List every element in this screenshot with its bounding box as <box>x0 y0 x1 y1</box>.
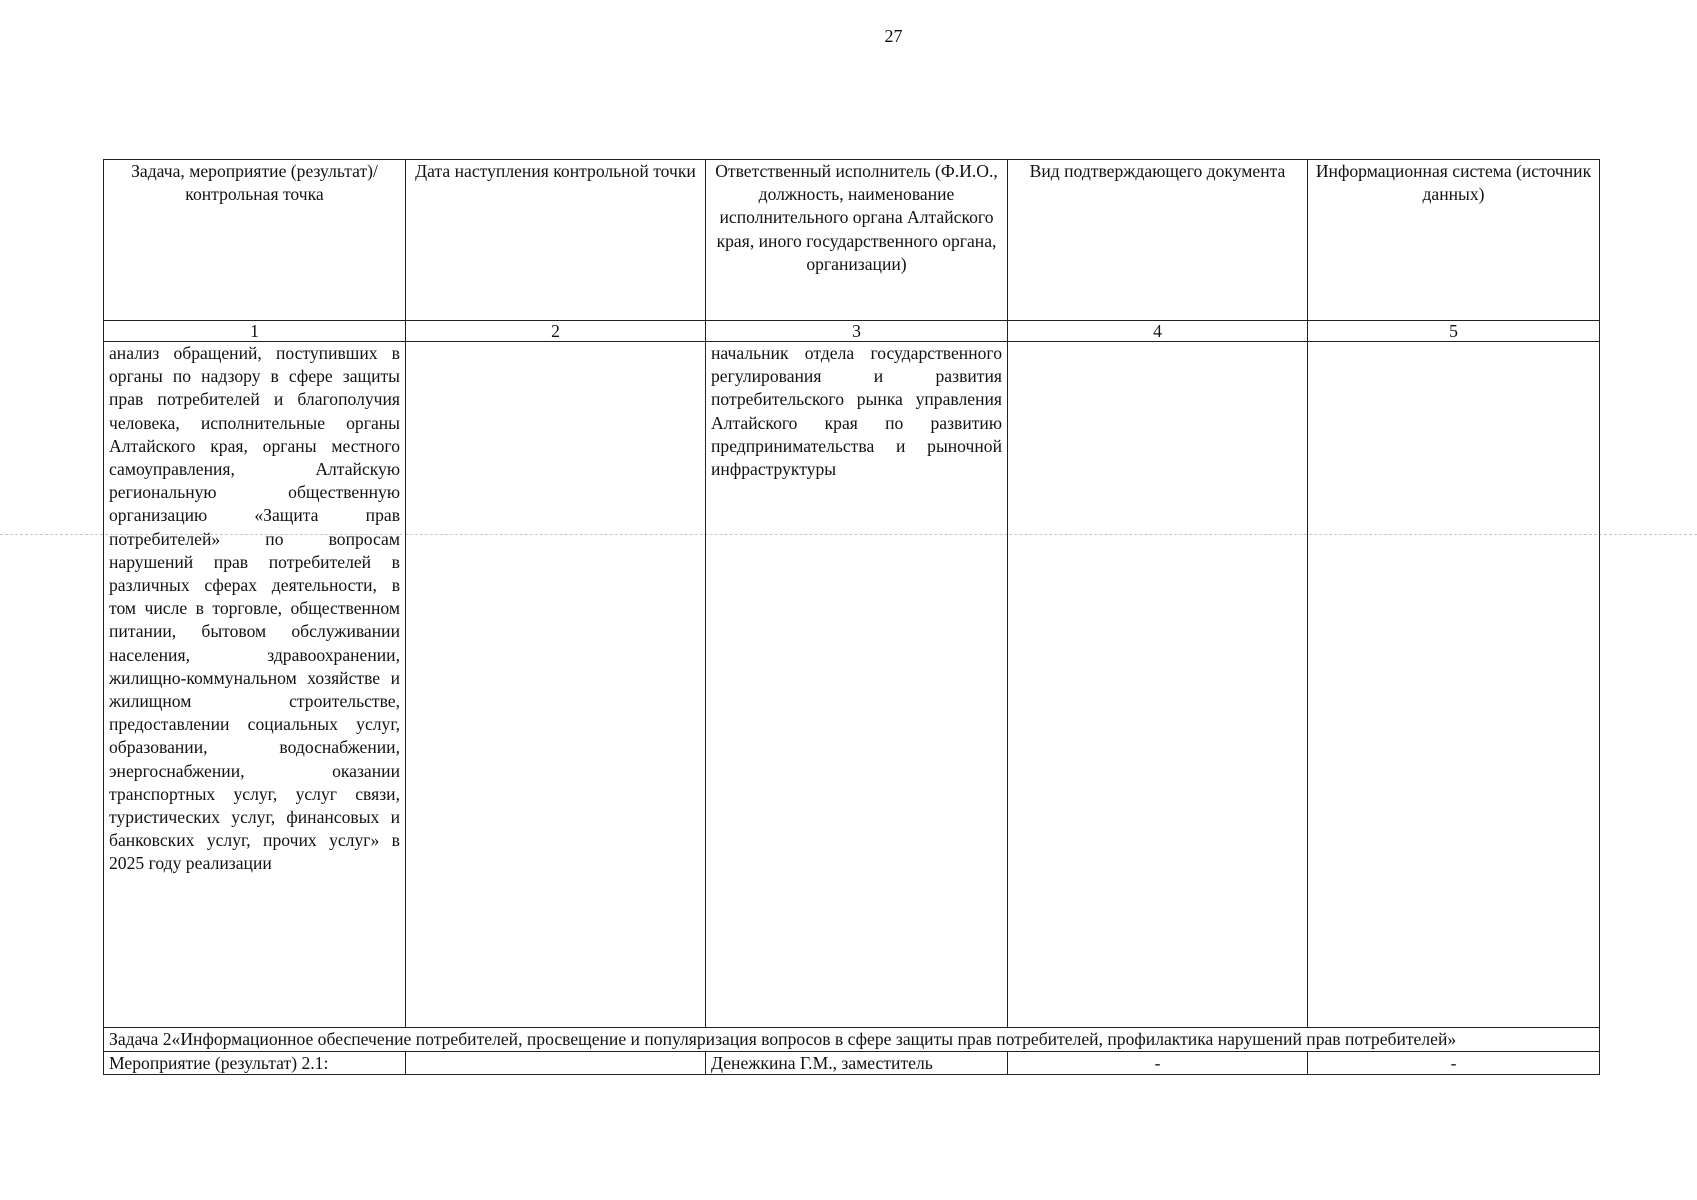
cell-date <box>406 1052 706 1075</box>
task-2-description: Задача 2«Информационное обеспечение потребителей, просвещение и популяризация вопросов в сфере защиты прав потребителей, профилактика нарушений прав потребителей» <box>104 1028 1600 1052</box>
header-document: Вид подтверждающего документа <box>1008 160 1308 321</box>
header-task: Задача, мероприятие (результат)/ контрольная точка <box>104 160 406 321</box>
table-row <box>104 342 1600 1028</box>
table-header-row <box>104 160 1600 321</box>
header-responsible: Ответственный исполнитель (Ф.И.О., должность, наименование исполнительного органа Алтайского края, иного государственного органа, организации) <box>706 160 1008 321</box>
cell-info-system: - <box>1308 1052 1600 1075</box>
table-row <box>104 1052 1600 1075</box>
column-number-row <box>104 321 1600 342</box>
cell-responsible: начальник отдела государственного регулирования и развития потребительского рынка управления Алтайского края по развитию предпринимательства и рыночной инфраструктуры <box>706 342 1008 1028</box>
cell-task-description: анализ обращений, поступивших в органы по надзору в сфере защиты прав потребителей и благополучия человека, исполнительные органы Алтайского края, органы местного самоуправления, Алтайскую региональную общественную организацию «Защита прав потребителей» по вопросам нарушений прав потребителей в различных сферах деятельности, в том числе в торговле, общественном питании, бытовом обслуживании населения, здравоохранении, жилищно-коммунальном хозяйстве и жилищном строительстве, предоставлении социальных услуг, образовании, водоснабжении, энергоснабжении, оказании транспортных услуг, услуг связи, туристических услуг, финансовых и банковских услуг, прочих услуг» в 2025 году реализации <box>104 342 406 1028</box>
cell-responsible: Денежкина Г.М., заместитель <box>706 1052 1008 1075</box>
cell-document <box>1008 342 1308 1028</box>
page-number: 27 <box>884 26 903 46</box>
column-number: 1 <box>104 321 406 342</box>
header-date: Дата наступления контрольной точки <box>406 160 706 321</box>
cell-info-system <box>1308 342 1600 1028</box>
cell-date <box>406 342 706 1028</box>
cell-activity: Мероприятие (результат) 2.1: <box>104 1052 406 1075</box>
header-info-system: Информационная система (источник данных) <box>1308 160 1600 321</box>
column-number: 3 <box>706 321 1008 342</box>
cell-document: - <box>1008 1052 1308 1075</box>
control-points-table <box>103 159 1600 1075</box>
task-row <box>104 1028 1600 1052</box>
column-number: 5 <box>1308 321 1600 342</box>
column-number: 4 <box>1008 321 1308 342</box>
column-number: 2 <box>406 321 706 342</box>
